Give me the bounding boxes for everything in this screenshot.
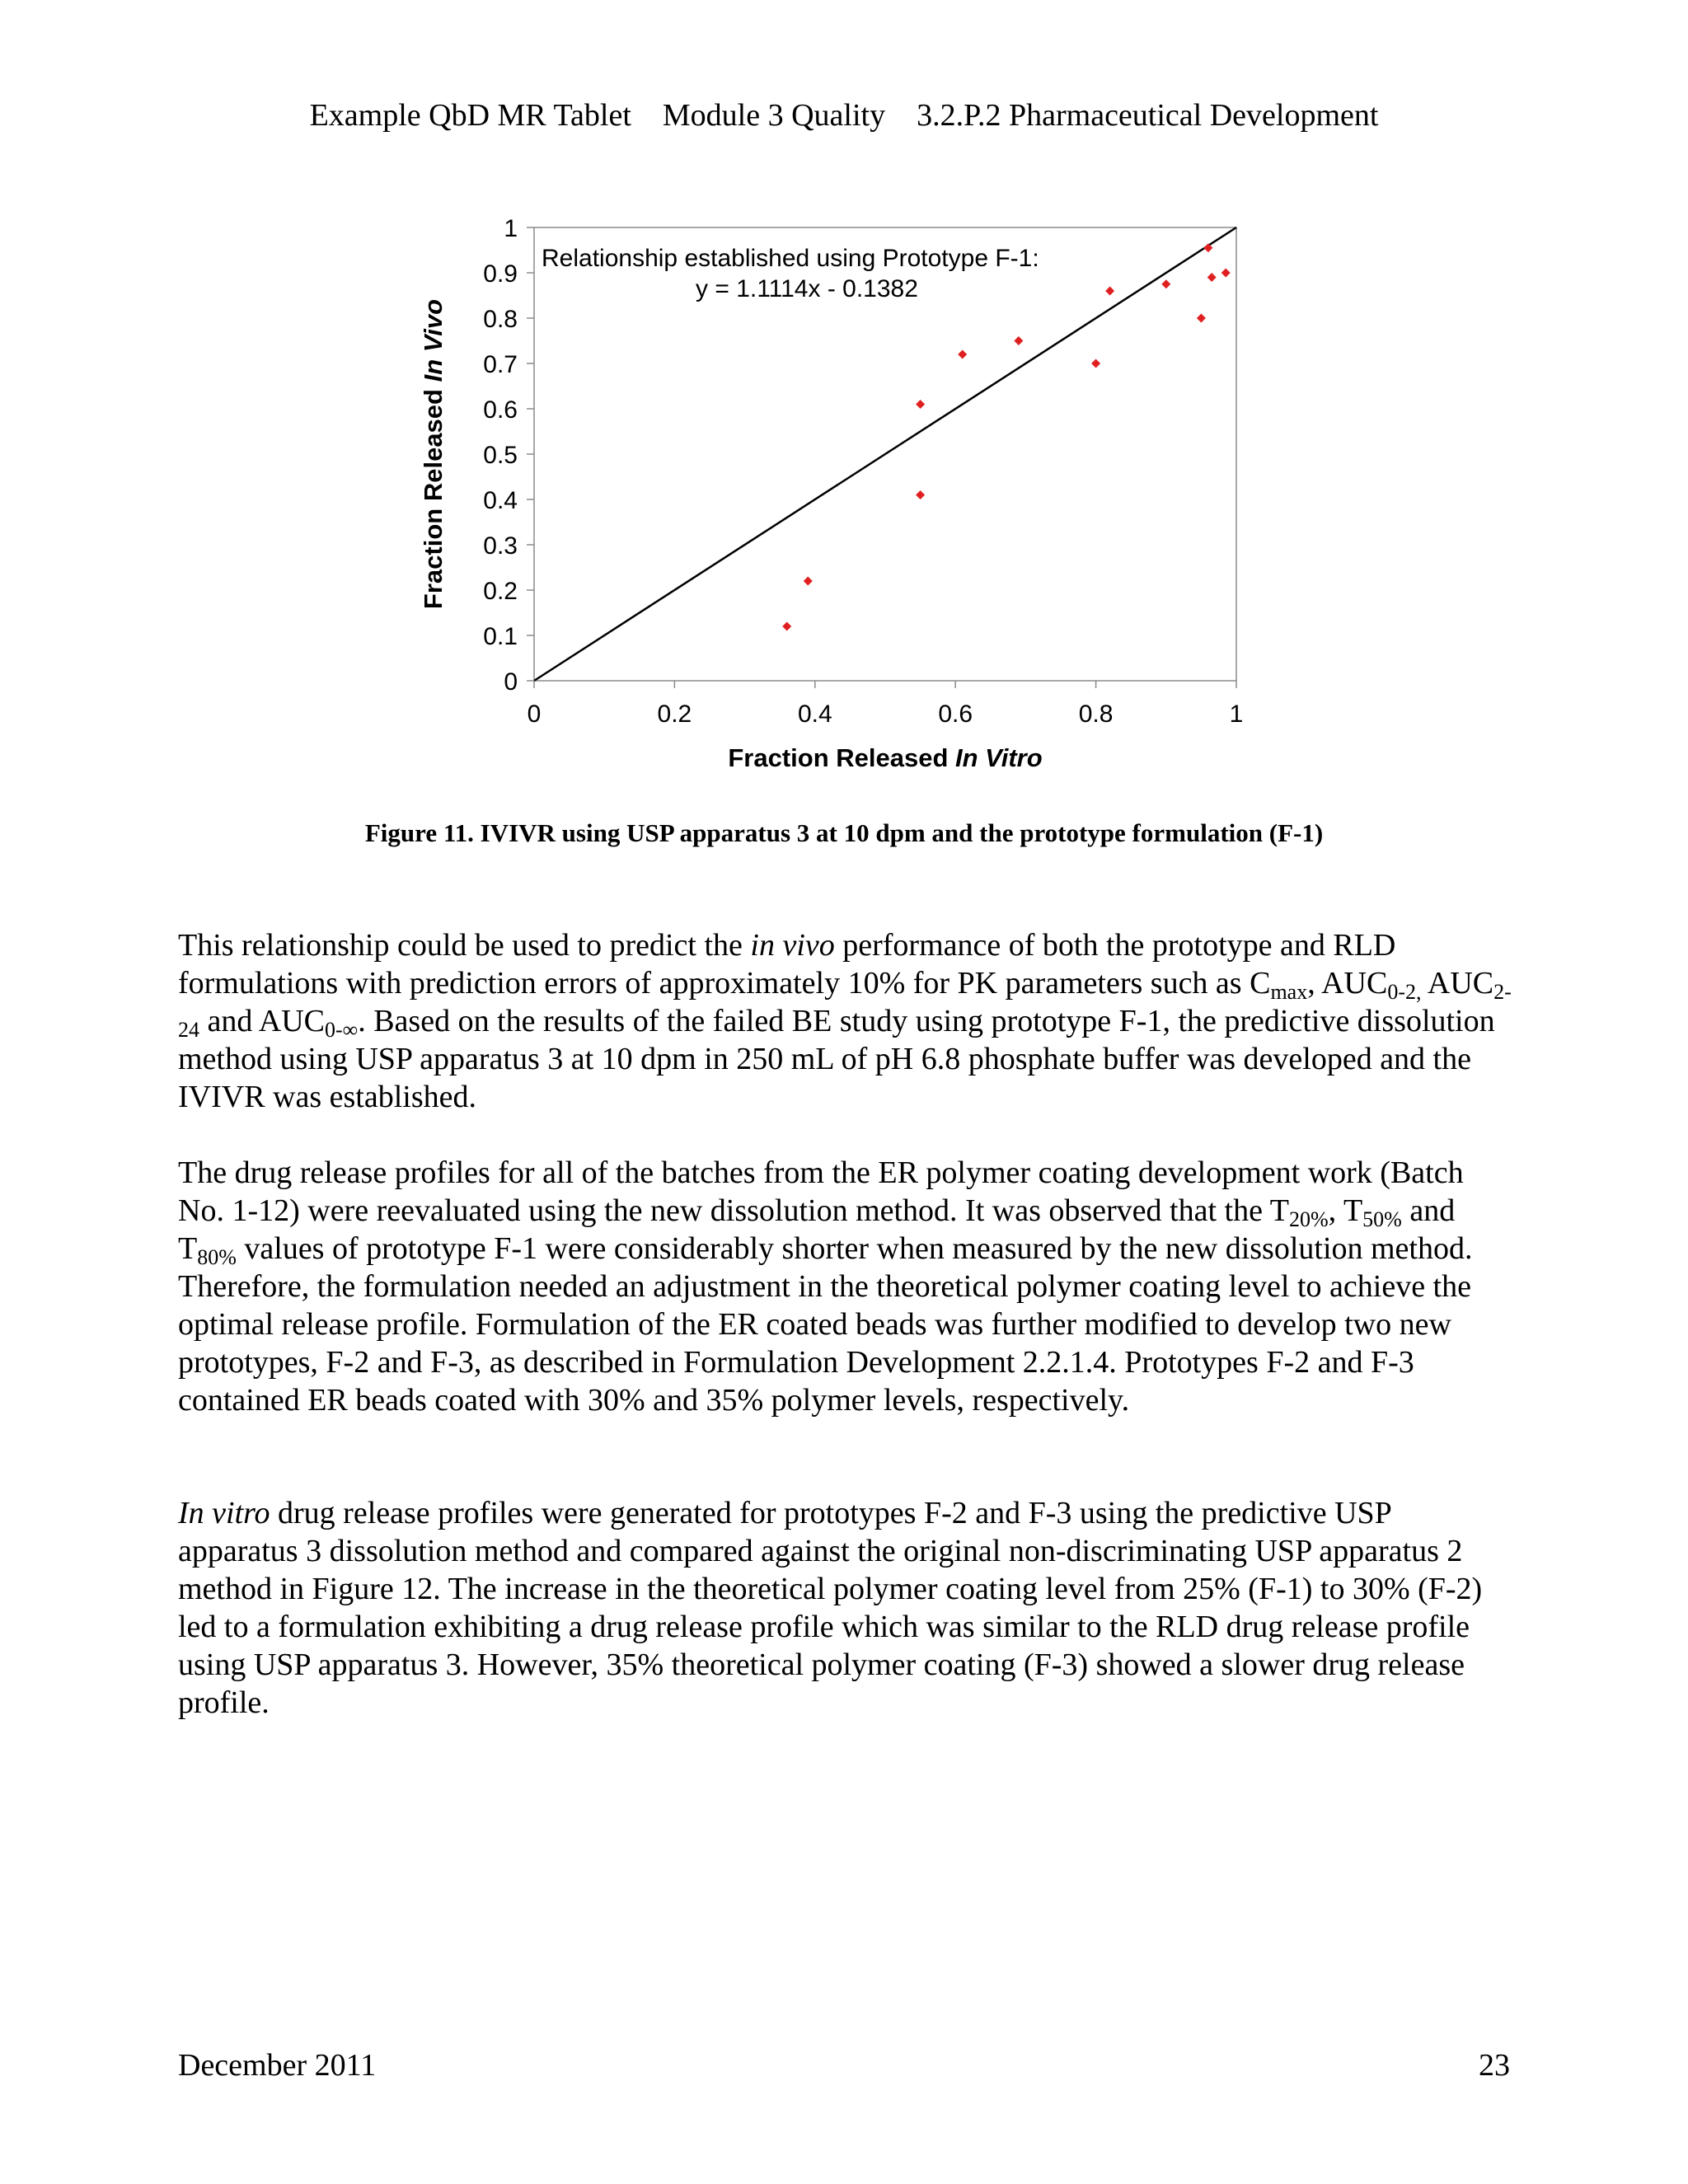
x-tick-label: 1: [1229, 701, 1244, 728]
y-tick-label: 0.7: [483, 351, 518, 378]
ivivr-scatter-chart: [396, 198, 1319, 791]
y-tick-label: 0.4: [483, 487, 518, 514]
data-point-marker: [1091, 359, 1100, 368]
y-tick-label: 0.6: [483, 396, 518, 424]
data-point-marker: [804, 577, 813, 586]
y-tick-label: 0.8: [483, 306, 518, 333]
x-tick-label: 0: [527, 701, 542, 728]
y-axis-ticks: [483, 215, 534, 696]
data-point-marker: [1161, 279, 1170, 288]
footer-date: December 2011: [178, 2048, 377, 2083]
figure-caption: Figure 11. IVIVR using USP apparatus 3 at 10 dpm and the prototype formulation (F-1): [364, 818, 1324, 847]
data-point-marker: [1105, 287, 1114, 296]
y-tick-label: 0.1: [483, 623, 518, 650]
chart-annotation-line1: Relationship established using Prototype F-1:: [542, 245, 1039, 272]
data-point-marker: [916, 400, 925, 409]
paragraph-1: This relationship could be used to predict the in vivo performance of both the prototype and RLD formulations with prediction errors of approximately 10% for PK parameters such as $C_{max}$, $AUC_{0-2,}$ $AUC_{2-24}$ and $AUC_{0-\infty}$. Based on the results of the failed BE study using prototype F-1, the predictive dissolution method using USP apparatus 3 at 10 dpm in 250 mL of pH 6.8 phosphate buffer was developed and the IVIVR was established.: [178, 928, 1512, 1114]
data-point-marker: [916, 490, 925, 499]
y-tick-label: 0.3: [483, 532, 518, 560]
x-tick-label: 0.2: [657, 701, 692, 728]
y-tick-label: 0: [504, 668, 518, 696]
data-point-marker: [1207, 273, 1217, 282]
y-tick-label: 0.5: [483, 442, 518, 469]
y-tick-label: 1: [504, 215, 518, 242]
data-point-marker: [1014, 336, 1023, 345]
x-tick-label: 0.4: [797, 701, 832, 728]
paragraph-3: In vitro drug release profiles were generated for prototypes F-2 and F-3 using the predictive USP apparatus 3 dissolution method and compared against the original non-discriminating USP apparatus 2 method in Figure 12. The increase in the theoretical polymer coating level from 25% (F-1) to 30% (F-2) led to a formulation exhibiting a drug release profile which was similar to the RLD drug release profile using USP apparatus 3. However, 35% theoretical polymer coating (F-3) showed a slower drug release profile.: [178, 1496, 1483, 1720]
y-tick-label: 0.2: [483, 578, 518, 605]
data-point-marker: [782, 622, 791, 631]
x-axis-label: Fraction Released In Vitro: [728, 743, 1043, 772]
y-tick-label: 0.9: [483, 260, 518, 288]
data-point-marker: [1197, 314, 1206, 323]
page-header: Example QbD MR Tablet Module 3 Quality 3.2.P.2 Pharmaceutical Development: [309, 98, 1379, 133]
footer-page-number: 23: [1479, 2048, 1510, 2083]
data-point-marker: [1221, 269, 1231, 278]
chart-annotation-line2: y = 1.1114x - 0.1382: [696, 275, 918, 302]
paragraph-2: The drug release profiles for all of the batches from the ER polymer coating development work (Batch No. 1-12) were reevaluated using the new dissolution method. It was observed that the $T_{20\%}$, $T_{50\%}$ and $T_{80\%}$ values of prototype F-1 were considerably shorter when measured by the new dissolution method. Therefore, the formulation needed an adjustment in the theoretical polymer coating level to achieve the optimal release profile. Formulation of the ER coated beads was further modified to develop two new prototypes, F-2 and F-3, as described in Formulation Development 2.2.1.4. Prototypes F-2 and F-3 contained ER beads coated with 30% and 35% polymer levels, respectively.: [178, 1155, 1473, 1418]
chart-svg: [396, 198, 1319, 791]
y-axis-label: Fraction Released In Vivo: [419, 298, 448, 610]
x-axis-ticks: [528, 681, 1244, 728]
x-tick-label: 0.6: [938, 701, 973, 728]
x-tick-label: 0.8: [1078, 701, 1114, 728]
data-point-marker: [958, 350, 967, 359]
